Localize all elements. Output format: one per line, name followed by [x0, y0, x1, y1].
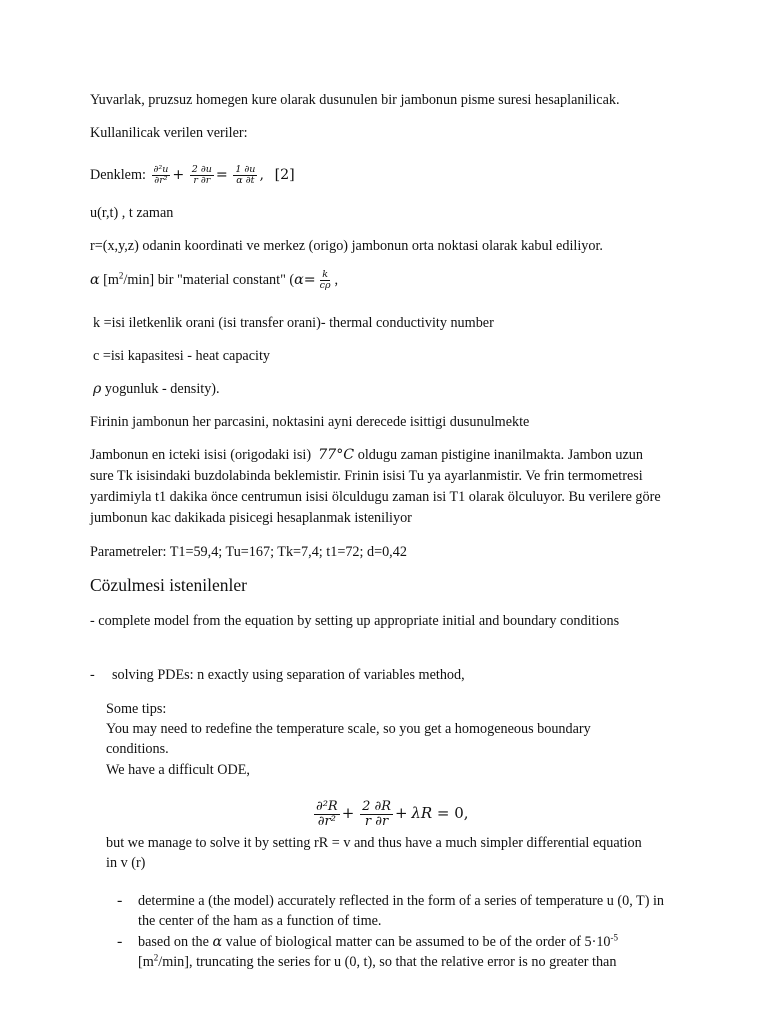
alpha-definition: α $[m^2/\min]$ bir "material constant" (α= $\frac{k}{c\rho}$ ,	[90, 269, 339, 291]
equation-line: Denklem: $\frac{\text{∂²u}}{\text{∂r²}}$ + $\frac{2 \partial u}{r \partial r}$ = $\frac{1 \partial u}{\alpha \partial t}$ , [2]	[90, 164, 295, 186]
intro-paragraph: Yuvarlak, pruzsuz homegen kure olarak dusunulen bir jambonun pisme suresi hesaplanilicak.	[90, 92, 620, 108]
equation-label: Denklem:	[90, 167, 146, 183]
rho-symbol: ρ	[93, 381, 102, 397]
task-2: solving PDEs: n exactly using separation of variables method,	[112, 667, 465, 683]
r-definition: r=(x,y,z) odanin koordinati ve merkez (origo) jambonun orta noktasi olarak kabul ediliyor.	[90, 238, 603, 254]
term-2-over-r-du-dr: $\frac{2 \partial u}{r \partial r}$	[191, 164, 212, 186]
c-definition: c =isi kapasitesi - heat capacity	[93, 348, 270, 364]
rho-definition: ρ yogunluk - density).	[93, 381, 220, 397]
k-definition: k =isi iletkenlik orani (isi transfer orani)- thermal conductivity number	[93, 315, 494, 331]
ode-term-2-over-r-dR: $\frac{2 \partial R}{r \partial r}$	[362, 799, 391, 829]
solution-heading: Cözulmesi istenilenler	[90, 575, 247, 595]
term-d2u-dr2: $\frac{\text{∂²u}}{\text{∂r²}}$	[153, 164, 169, 186]
oven-note: Firinin jambonun her parcasini, noktasini ayni derecede isittigi dusunulmekte	[90, 414, 530, 430]
parameters-line: Parametreler: T1=59,4; Tu=167; Tk=7,4; t1=72; d=0,42	[90, 544, 407, 560]
task-1: - complete model from the equation by setting up appropriate initial and boundary conditions	[90, 613, 620, 629]
alpha-symbol: α	[90, 272, 100, 288]
given-heading: Kullanilicak verilen veriler:	[90, 125, 248, 141]
alpha-formula: $\frac{k}{c\rho}$	[319, 269, 331, 291]
bullet-item-1: determine a (the model) accurately reflected in the form of a series of temperature u (0, T) in the center of the ham as a function of time.	[138, 893, 665, 929]
tips-title: Some tips:	[106, 701, 167, 717]
tips-line-1: You may need to redefine the temperature scale, so you get a homogeneous boundary conditions.	[106, 721, 591, 757]
bullet-marker-1: -	[117, 892, 123, 909]
temperature-value: 77°C	[318, 447, 355, 463]
task-2-dash: -	[90, 667, 95, 683]
term-1-over-alpha-du-dt: $\frac{1 \partial u}{\alpha \partial t}$	[235, 164, 256, 186]
equation-reference: [2]	[274, 167, 295, 183]
ode-equation: $\frac{\text{∂²R}}{\text{∂r²}}$ + $\frac{2 \partial R}{r \partial r}$ + λR = 0,	[316, 799, 469, 829]
tips-line-2: We have a difficult ODE,	[106, 762, 250, 778]
u-definition: u(r,t) , t zaman	[90, 205, 174, 221]
bullet-marker-2: -	[117, 933, 123, 950]
bullet-item-2: based on the α value of biological matter can be assumed to be of the order of $5\cdot 10^{-5}$ $[m^2/\min]$, truncating the series for u (0, t), so that the relative error is no greater than	[138, 932, 619, 970]
problem-paragraph: Jambonun en icteki isisi (origodaki isi) 77°C oldugu zaman pistigine inanilmakta. Jambon uzun sure Tk isisindaki buzdolabinda beklemistir. Frinin isisi Tu ya ayarlanmistir. Ve frin termometresi yardimiyla t1 dakika önce centrumun isisi ölculdugu zaman isi T1 olarak ölculuyor. Bu verilere göre jumbonun kac dakikada pisicegi hesaplanmak isteniliyor	[90, 447, 661, 526]
alpha-symbol-2: α	[212, 934, 223, 950]
tips-after-equation: but we manage to solve it by setting rR = v and thus have a much simpler differential equation in v (r)	[106, 835, 642, 871]
ode-term-d2R: $\frac{\text{∂²R}}{\text{∂r²}}$	[316, 799, 338, 829]
